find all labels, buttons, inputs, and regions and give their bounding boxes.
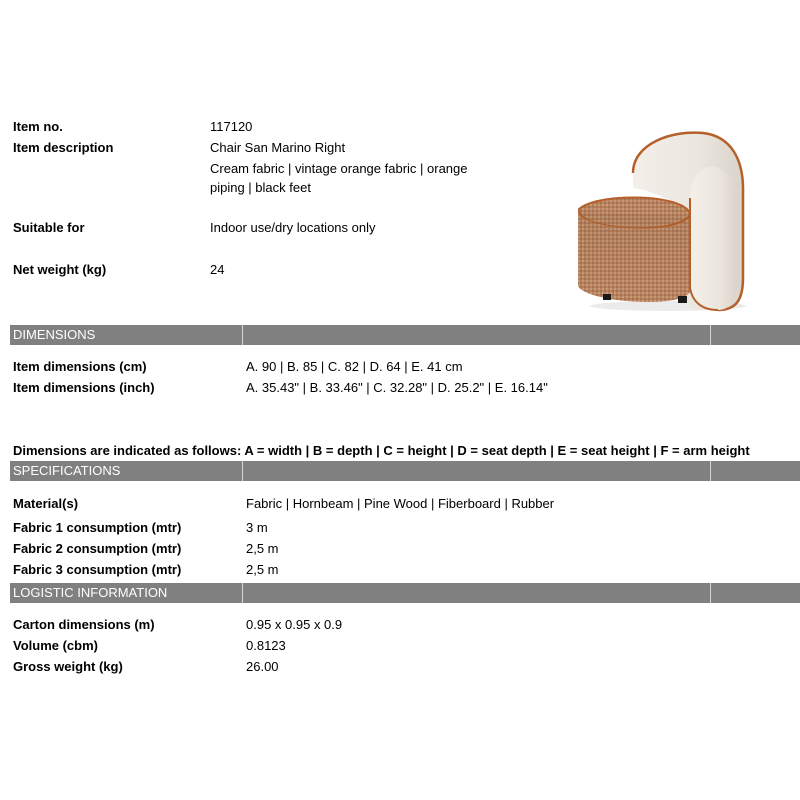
header-divider bbox=[710, 461, 711, 481]
volume-label: Volume (cbm) bbox=[13, 638, 98, 653]
item-no-label: Item no. bbox=[13, 119, 63, 134]
logistic-header bbox=[10, 583, 800, 603]
carton-dimensions-value: 0.95 x 0.95 x 0.9 bbox=[246, 617, 343, 632]
header-divider bbox=[242, 325, 243, 345]
net-weight-label: Net weight (kg) bbox=[13, 262, 107, 277]
header-divider bbox=[242, 583, 243, 603]
suitable-for-label: Suitable for bbox=[13, 220, 85, 235]
header-divider bbox=[242, 461, 243, 481]
item-description-line-1: Chair San Marino Right bbox=[210, 140, 346, 155]
dimensions-legend: Dimensions are indicated as follows: A = width | B = depth | C = height | D = seat depth | E = seat height | F = arm height bbox=[13, 443, 750, 458]
gross-weight-label: Gross weight (kg) bbox=[13, 659, 123, 674]
fabric-1-label: Fabric 1 consumption (mtr) bbox=[13, 520, 182, 535]
header-divider bbox=[710, 325, 711, 345]
item-description-line-3: piping | black feet bbox=[210, 180, 311, 195]
dimensions-inch-value: A. 35.43" | B. 33.46" | C. 32.28" | D. 25.2" | E. 16.14" bbox=[246, 380, 548, 395]
specifications-header-title: SPECIFICATIONS bbox=[13, 463, 121, 478]
volume-value: 0.8123 bbox=[246, 638, 286, 653]
dimensions-cm-value: A. 90 | B. 85 | C. 82 | D. 64 | E. 41 cm bbox=[246, 359, 463, 374]
dimensions-cm-label: Item dimensions (cm) bbox=[13, 359, 147, 374]
carton-dimensions-label: Carton dimensions (m) bbox=[13, 617, 155, 632]
gross-weight-value: 26.00 bbox=[246, 659, 279, 674]
chair-product-image bbox=[578, 128, 748, 313]
suitable-for-value: Indoor use/dry locations only bbox=[210, 220, 376, 235]
dimensions-header bbox=[10, 325, 800, 345]
item-no-value: 117120 bbox=[210, 119, 253, 134]
fabric-2-value: 2,5 m bbox=[246, 541, 279, 556]
dimensions-inch-label: Item dimensions (inch) bbox=[13, 380, 155, 395]
header-divider bbox=[710, 583, 711, 603]
logistic-header-title: LOGISTIC INFORMATION bbox=[13, 585, 168, 600]
fabric-3-label: Fabric 3 consumption (mtr) bbox=[13, 562, 182, 577]
specifications-header bbox=[10, 461, 800, 481]
item-description-label: Item description bbox=[13, 140, 114, 155]
fabric-3-value: 2,5 m bbox=[246, 562, 279, 577]
material-value: Fabric | Hornbeam | Pine Wood | Fiberboard | Rubber bbox=[246, 496, 555, 511]
fabric-1-value: 3 m bbox=[246, 520, 268, 535]
net-weight-value: 24 bbox=[210, 262, 225, 277]
material-label: Material(s) bbox=[13, 496, 79, 511]
fabric-2-label: Fabric 2 consumption (mtr) bbox=[13, 541, 182, 556]
item-description-line-2: Cream fabric | vintage orange fabric | orange bbox=[210, 161, 468, 176]
dimensions-header-title: DIMENSIONS bbox=[13, 327, 96, 342]
